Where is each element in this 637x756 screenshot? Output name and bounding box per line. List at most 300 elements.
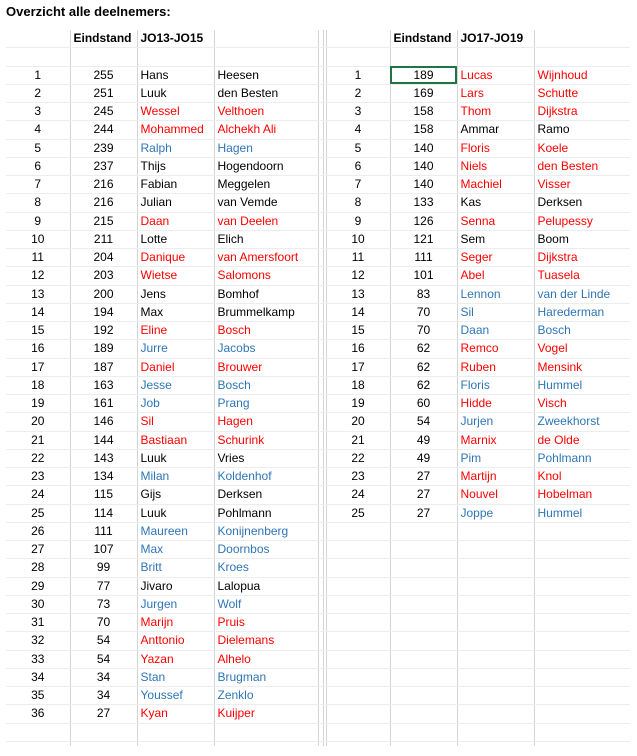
right-last-name-cell[interactable]: Derksen: [534, 194, 630, 212]
cell[interactable]: [326, 741, 390, 746]
left-score-cell[interactable]: 187: [70, 358, 137, 376]
right-score-cell[interactable]: 70: [390, 303, 457, 321]
cell[interactable]: [390, 723, 457, 741]
right-rank-cell[interactable]: 11: [326, 249, 390, 267]
right-last-name-cell[interactable]: Pohlmann: [534, 449, 630, 467]
right-rank-cell[interactable]: 8: [326, 194, 390, 212]
left-last-name-cell[interactable]: Elich: [214, 230, 318, 248]
cell[interactable]: [326, 668, 390, 686]
cell[interactable]: [457, 650, 534, 668]
cell[interactable]: [534, 577, 630, 595]
cell[interactable]: [457, 705, 534, 723]
cell[interactable]: [457, 687, 534, 705]
left-rank-cell[interactable]: 6: [6, 157, 70, 175]
left-first-name-cell[interactable]: Ralph: [137, 139, 214, 157]
left-first-name-cell[interactable]: Eline: [137, 322, 214, 340]
cell[interactable]: [214, 723, 318, 741]
left-score-cell[interactable]: 216: [70, 176, 137, 194]
left-score-cell[interactable]: 251: [70, 84, 137, 102]
left-score-cell[interactable]: 77: [70, 577, 137, 595]
left-last-name-cell[interactable]: Alhelo: [214, 650, 318, 668]
left-last-name-cell[interactable]: Koldenhof: [214, 468, 318, 486]
left-last-name-cell[interactable]: Wolf: [214, 595, 318, 613]
left-rank-cell[interactable]: 35: [6, 687, 70, 705]
right-last-name-cell[interactable]: Bosch: [534, 322, 630, 340]
cell[interactable]: [534, 650, 630, 668]
left-last-name-cell[interactable]: Derksen: [214, 486, 318, 504]
left-score-cell[interactable]: 143: [70, 449, 137, 467]
left-score-cell[interactable]: 73: [70, 595, 137, 613]
left-last-name-cell[interactable]: Brugman: [214, 668, 318, 686]
cell[interactable]: [457, 668, 534, 686]
left-last-name-cell[interactable]: Dielemans: [214, 632, 318, 650]
right-rank-cell[interactable]: 12: [326, 267, 390, 285]
left-rank-cell[interactable]: 34: [6, 668, 70, 686]
left-first-name-cell[interactable]: Yazan: [137, 650, 214, 668]
cell[interactable]: [457, 723, 534, 741]
left-score-cell[interactable]: 99: [70, 559, 137, 577]
right-last-name-cell[interactable]: Mensink: [534, 358, 630, 376]
left-rank-cell[interactable]: 25: [6, 504, 70, 522]
cell[interactable]: [390, 577, 457, 595]
left-rank-cell[interactable]: 20: [6, 413, 70, 431]
right-first-name-cell[interactable]: Machiel: [457, 176, 534, 194]
left-rank-cell[interactable]: 27: [6, 541, 70, 559]
cell[interactable]: [214, 30, 318, 48]
left-rank-cell[interactable]: 33: [6, 650, 70, 668]
right-rank-cell[interactable]: 16: [326, 340, 390, 358]
left-rank-cell[interactable]: 3: [6, 103, 70, 121]
left-last-name-cell[interactable]: van Vemde: [214, 194, 318, 212]
left-first-name-cell[interactable]: Daniel: [137, 358, 214, 376]
right-last-name-cell[interactable]: Pelupessy: [534, 212, 630, 230]
left-rank-cell[interactable]: 28: [6, 559, 70, 577]
cell[interactable]: [6, 48, 70, 66]
spreadsheet-grid[interactable]: [6, 30, 630, 746]
cell[interactable]: [534, 559, 630, 577]
right-last-name-cell[interactable]: Harederman: [534, 303, 630, 321]
right-last-name-cell[interactable]: Ramo: [534, 121, 630, 139]
right-first-name-cell[interactable]: Niels: [457, 157, 534, 175]
left-score-cell[interactable]: 107: [70, 541, 137, 559]
cell[interactable]: [6, 723, 70, 741]
cell[interactable]: [326, 522, 390, 540]
cell[interactable]: [390, 687, 457, 705]
left-last-name-cell[interactable]: Hogendoorn: [214, 157, 318, 175]
left-score-cell[interactable]: 161: [70, 395, 137, 413]
cell[interactable]: [534, 30, 630, 48]
left-rank-cell[interactable]: 15: [6, 322, 70, 340]
cell[interactable]: [214, 741, 318, 746]
right-rank-cell[interactable]: 4: [326, 121, 390, 139]
cell[interactable]: [534, 668, 630, 686]
left-last-name-cell[interactable]: Jacobs: [214, 340, 318, 358]
left-last-name-cell[interactable]: Zenklo: [214, 687, 318, 705]
right-rank-cell[interactable]: 20: [326, 413, 390, 431]
left-first-name-cell[interactable]: Wietse: [137, 267, 214, 285]
cell[interactable]: [457, 614, 534, 632]
right-score-cell[interactable]: 121: [390, 230, 457, 248]
cell[interactable]: [326, 723, 390, 741]
right-last-name-cell[interactable]: Koele: [534, 139, 630, 157]
right-score-cell[interactable]: 158: [390, 121, 457, 139]
left-first-name-cell[interactable]: Luuk: [137, 504, 214, 522]
left-score-cell[interactable]: 54: [70, 650, 137, 668]
cell[interactable]: [390, 650, 457, 668]
left-first-name-cell[interactable]: Jivaro: [137, 577, 214, 595]
left-last-name-cell[interactable]: van Amersfoort: [214, 249, 318, 267]
left-score-cell[interactable]: 245: [70, 103, 137, 121]
left-score-header[interactable]: Eindstand: [70, 30, 137, 48]
left-score-cell[interactable]: 204: [70, 249, 137, 267]
right-first-name-cell[interactable]: Senna: [457, 212, 534, 230]
right-first-name-cell[interactable]: Lars: [457, 84, 534, 102]
right-first-name-cell[interactable]: Lucas: [457, 66, 534, 84]
left-score-cell[interactable]: 215: [70, 212, 137, 230]
left-last-name-cell[interactable]: Bosch: [214, 376, 318, 394]
left-last-name-cell[interactable]: Hagen: [214, 139, 318, 157]
right-score-cell[interactable]: 111: [390, 249, 457, 267]
right-rank-cell[interactable]: 9: [326, 212, 390, 230]
right-last-name-cell[interactable]: Hummel: [534, 376, 630, 394]
cell[interactable]: [457, 559, 534, 577]
left-last-name-cell[interactable]: Pruis: [214, 614, 318, 632]
cell[interactable]: [6, 30, 70, 48]
right-first-name-cell[interactable]: Kas: [457, 194, 534, 212]
cell[interactable]: [390, 595, 457, 613]
left-score-cell[interactable]: 115: [70, 486, 137, 504]
left-last-name-cell[interactable]: Bomhof: [214, 285, 318, 303]
right-score-cell[interactable]: 83: [390, 285, 457, 303]
left-rank-cell[interactable]: 12: [6, 267, 70, 285]
left-first-name-cell[interactable]: Job: [137, 395, 214, 413]
left-rank-cell[interactable]: 21: [6, 431, 70, 449]
right-score-cell[interactable]: 62: [390, 376, 457, 394]
cell[interactable]: [457, 48, 534, 66]
cell[interactable]: [457, 522, 534, 540]
left-first-name-cell[interactable]: Stan: [137, 668, 214, 686]
right-first-name-cell[interactable]: Marnix: [457, 431, 534, 449]
left-first-name-cell[interactable]: Milan: [137, 468, 214, 486]
right-first-name-cell[interactable]: Joppe: [457, 504, 534, 522]
left-rank-cell[interactable]: 7: [6, 176, 70, 194]
left-last-name-cell[interactable]: Lalopua: [214, 577, 318, 595]
left-score-cell[interactable]: 192: [70, 322, 137, 340]
right-rank-cell[interactable]: 21: [326, 431, 390, 449]
left-rank-cell[interactable]: 26: [6, 522, 70, 540]
right-score-cell[interactable]: 62: [390, 340, 457, 358]
left-rank-cell[interactable]: 36: [6, 705, 70, 723]
right-last-name-cell[interactable]: Wijnhoud: [534, 66, 630, 84]
right-score-cell[interactable]: 70: [390, 322, 457, 340]
right-first-name-cell[interactable]: Martijn: [457, 468, 534, 486]
left-rank-cell[interactable]: 22: [6, 449, 70, 467]
right-score-header[interactable]: Eindstand: [390, 30, 457, 48]
cell[interactable]: [326, 687, 390, 705]
left-first-name-cell[interactable]: Gijs: [137, 486, 214, 504]
cell[interactable]: [534, 522, 630, 540]
left-rank-cell[interactable]: 13: [6, 285, 70, 303]
right-first-name-cell[interactable]: Hidde: [457, 395, 534, 413]
right-score-cell[interactable]: 54: [390, 413, 457, 431]
left-rank-cell[interactable]: 11: [6, 249, 70, 267]
selected-cell[interactable]: 189: [390, 66, 457, 84]
left-first-name-cell[interactable]: Britt: [137, 559, 214, 577]
cell[interactable]: [390, 632, 457, 650]
right-rank-cell[interactable]: 6: [326, 157, 390, 175]
cell[interactable]: [326, 705, 390, 723]
right-last-name-cell[interactable]: de Olde: [534, 431, 630, 449]
cell[interactable]: [457, 541, 534, 559]
left-score-cell[interactable]: 114: [70, 504, 137, 522]
left-score-cell[interactable]: 144: [70, 431, 137, 449]
cell[interactable]: [70, 741, 137, 746]
left-rank-cell[interactable]: 32: [6, 632, 70, 650]
right-rank-cell[interactable]: 18: [326, 376, 390, 394]
left-first-name-cell[interactable]: Anttonio: [137, 632, 214, 650]
left-score-cell[interactable]: 134: [70, 468, 137, 486]
left-score-cell[interactable]: 255: [70, 66, 137, 84]
right-last-name-cell[interactable]: Schutte: [534, 84, 630, 102]
cell[interactable]: [534, 632, 630, 650]
right-score-cell[interactable]: 133: [390, 194, 457, 212]
cell[interactable]: [326, 30, 390, 48]
left-rank-cell[interactable]: 18: [6, 376, 70, 394]
left-last-name-cell[interactable]: Prang: [214, 395, 318, 413]
cell[interactable]: [214, 48, 318, 66]
left-last-name-cell[interactable]: Meggelen: [214, 176, 318, 194]
left-last-name-cell[interactable]: van Deelen: [214, 212, 318, 230]
cell[interactable]: [326, 541, 390, 559]
right-last-name-cell[interactable]: Knol: [534, 468, 630, 486]
right-last-name-cell[interactable]: Hobelman: [534, 486, 630, 504]
left-last-name-cell[interactable]: Heesen: [214, 66, 318, 84]
left-last-name-cell[interactable]: Hagen: [214, 413, 318, 431]
right-score-cell[interactable]: 60: [390, 395, 457, 413]
right-first-name-cell[interactable]: Floris: [457, 139, 534, 157]
right-last-name-cell[interactable]: Visser: [534, 176, 630, 194]
right-last-name-cell[interactable]: Dijkstra: [534, 103, 630, 121]
left-last-name-cell[interactable]: Doornbos: [214, 541, 318, 559]
right-score-cell[interactable]: 140: [390, 176, 457, 194]
cell[interactable]: [457, 595, 534, 613]
cell[interactable]: [534, 741, 630, 746]
right-first-name-cell[interactable]: Floris: [457, 376, 534, 394]
right-rank-cell[interactable]: 3: [326, 103, 390, 121]
right-last-name-cell[interactable]: Boom: [534, 230, 630, 248]
left-score-cell[interactable]: 54: [70, 632, 137, 650]
left-last-name-cell[interactable]: Schurink: [214, 431, 318, 449]
cell[interactable]: [137, 741, 214, 746]
right-rank-cell[interactable]: 19: [326, 395, 390, 413]
left-score-cell[interactable]: 163: [70, 376, 137, 394]
right-rank-cell[interactable]: 17: [326, 358, 390, 376]
cell[interactable]: [534, 541, 630, 559]
cell[interactable]: [326, 48, 390, 66]
right-score-cell[interactable]: 158: [390, 103, 457, 121]
cell[interactable]: [326, 595, 390, 613]
cell[interactable]: [70, 723, 137, 741]
left-score-cell[interactable]: 27: [70, 705, 137, 723]
left-first-name-cell[interactable]: Hans: [137, 66, 214, 84]
right-rank-cell[interactable]: 14: [326, 303, 390, 321]
right-rank-cell[interactable]: 5: [326, 139, 390, 157]
right-first-name-cell[interactable]: Ruben: [457, 358, 534, 376]
left-rank-cell[interactable]: 4: [6, 121, 70, 139]
right-rank-cell[interactable]: 10: [326, 230, 390, 248]
right-first-name-cell[interactable]: Sem: [457, 230, 534, 248]
right-last-name-cell[interactable]: Dijkstra: [534, 249, 630, 267]
left-first-name-cell[interactable]: Youssef: [137, 687, 214, 705]
left-last-name-cell[interactable]: Velthoen: [214, 103, 318, 121]
right-score-cell[interactable]: 140: [390, 157, 457, 175]
left-first-name-cell[interactable]: Daan: [137, 212, 214, 230]
right-last-name-cell[interactable]: Zweekhorst: [534, 413, 630, 431]
right-last-name-cell[interactable]: Hummel: [534, 504, 630, 522]
left-first-name-cell[interactable]: Mohammed: [137, 121, 214, 139]
right-score-cell[interactable]: 27: [390, 504, 457, 522]
left-score-cell[interactable]: 189: [70, 340, 137, 358]
left-first-name-cell[interactable]: Jurre: [137, 340, 214, 358]
cell[interactable]: [326, 577, 390, 595]
left-score-cell[interactable]: 111: [70, 522, 137, 540]
right-first-name-cell[interactable]: Thom: [457, 103, 534, 121]
left-rank-cell[interactable]: 30: [6, 595, 70, 613]
right-rank-cell[interactable]: 22: [326, 449, 390, 467]
right-rank-cell[interactable]: 2: [326, 84, 390, 102]
right-first-name-cell[interactable]: Nouvel: [457, 486, 534, 504]
right-first-name-cell[interactable]: Ammar: [457, 121, 534, 139]
right-score-cell[interactable]: 101: [390, 267, 457, 285]
cell[interactable]: [326, 632, 390, 650]
left-score-cell[interactable]: 194: [70, 303, 137, 321]
right-rank-cell[interactable]: 24: [326, 486, 390, 504]
right-last-name-cell[interactable]: Tuasela: [534, 267, 630, 285]
left-score-cell[interactable]: 34: [70, 668, 137, 686]
left-first-name-cell[interactable]: Jesse: [137, 376, 214, 394]
cell[interactable]: [326, 559, 390, 577]
left-rank-cell[interactable]: 16: [6, 340, 70, 358]
right-last-name-cell[interactable]: van der Linde: [534, 285, 630, 303]
cell[interactable]: [137, 48, 214, 66]
right-score-cell[interactable]: 27: [390, 486, 457, 504]
cell[interactable]: [390, 614, 457, 632]
right-rank-cell[interactable]: 7: [326, 176, 390, 194]
cell[interactable]: [534, 595, 630, 613]
left-last-name-cell[interactable]: Brummelkamp: [214, 303, 318, 321]
left-first-name-cell[interactable]: Lotte: [137, 230, 214, 248]
right-first-name-cell[interactable]: Sil: [457, 303, 534, 321]
cell[interactable]: [137, 723, 214, 741]
left-first-name-cell[interactable]: Jurgen: [137, 595, 214, 613]
left-last-name-cell[interactable]: Kroes: [214, 559, 318, 577]
left-first-name-cell[interactable]: Thijs: [137, 157, 214, 175]
left-first-name-cell[interactable]: Bastiaan: [137, 431, 214, 449]
left-last-name-cell[interactable]: Kuijper: [214, 705, 318, 723]
right-last-name-cell[interactable]: Visch: [534, 395, 630, 413]
cell[interactable]: [70, 48, 137, 66]
left-score-cell[interactable]: 244: [70, 121, 137, 139]
cell[interactable]: [390, 741, 457, 746]
right-first-name-cell[interactable]: Seger: [457, 249, 534, 267]
right-first-name-cell[interactable]: Abel: [457, 267, 534, 285]
right-first-name-cell[interactable]: Remco: [457, 340, 534, 358]
left-score-cell[interactable]: 146: [70, 413, 137, 431]
left-score-cell[interactable]: 237: [70, 157, 137, 175]
left-last-name-cell[interactable]: Salomons: [214, 267, 318, 285]
cell[interactable]: [390, 541, 457, 559]
left-first-name-cell[interactable]: Max: [137, 303, 214, 321]
left-first-name-cell[interactable]: Kyan: [137, 705, 214, 723]
cell[interactable]: [390, 48, 457, 66]
right-rank-cell[interactable]: 13: [326, 285, 390, 303]
right-group-header[interactable]: JO17-JO19: [457, 30, 534, 48]
cell[interactable]: [390, 705, 457, 723]
cell[interactable]: [390, 668, 457, 686]
left-first-name-cell[interactable]: Wessel: [137, 103, 214, 121]
left-rank-cell[interactable]: 14: [6, 303, 70, 321]
left-score-cell[interactable]: 211: [70, 230, 137, 248]
cell[interactable]: [326, 650, 390, 668]
left-first-name-cell[interactable]: Marijn: [137, 614, 214, 632]
cell[interactable]: [534, 723, 630, 741]
left-rank-cell[interactable]: 10: [6, 230, 70, 248]
left-rank-cell[interactable]: 9: [6, 212, 70, 230]
left-first-name-cell[interactable]: Luuk: [137, 449, 214, 467]
left-rank-cell[interactable]: 29: [6, 577, 70, 595]
right-score-cell[interactable]: 49: [390, 449, 457, 467]
left-score-cell[interactable]: 216: [70, 194, 137, 212]
right-last-name-cell[interactable]: Vogel: [534, 340, 630, 358]
left-rank-cell[interactable]: 5: [6, 139, 70, 157]
left-rank-cell[interactable]: 2: [6, 84, 70, 102]
cell[interactable]: [390, 559, 457, 577]
left-first-name-cell[interactable]: Max: [137, 541, 214, 559]
left-last-name-cell[interactable]: Alchekh Ali: [214, 121, 318, 139]
right-rank-cell[interactable]: 15: [326, 322, 390, 340]
left-rank-cell[interactable]: 24: [6, 486, 70, 504]
cell[interactable]: [534, 705, 630, 723]
cell[interactable]: [534, 614, 630, 632]
left-score-cell[interactable]: 200: [70, 285, 137, 303]
cell[interactable]: [534, 687, 630, 705]
left-last-name-cell[interactable]: Pohlmann: [214, 504, 318, 522]
right-score-cell[interactable]: 62: [390, 358, 457, 376]
left-score-cell[interactable]: 70: [70, 614, 137, 632]
right-first-name-cell[interactable]: Lennon: [457, 285, 534, 303]
right-rank-cell[interactable]: 25: [326, 504, 390, 522]
left-rank-cell[interactable]: 17: [6, 358, 70, 376]
right-score-cell[interactable]: 27: [390, 468, 457, 486]
right-score-cell[interactable]: 126: [390, 212, 457, 230]
left-rank-cell[interactable]: 8: [6, 194, 70, 212]
left-first-name-cell[interactable]: Julian: [137, 194, 214, 212]
left-last-name-cell[interactable]: Bosch: [214, 322, 318, 340]
right-first-name-cell[interactable]: Jurjen: [457, 413, 534, 431]
left-last-name-cell[interactable]: den Besten: [214, 84, 318, 102]
right-rank-cell[interactable]: 23: [326, 468, 390, 486]
cell[interactable]: [6, 741, 70, 746]
cell[interactable]: [534, 48, 630, 66]
left-score-cell[interactable]: 239: [70, 139, 137, 157]
left-first-name-cell[interactable]: Fabian: [137, 176, 214, 194]
left-score-cell[interactable]: 34: [70, 687, 137, 705]
cell[interactable]: [457, 632, 534, 650]
left-last-name-cell[interactable]: Konijnenberg: [214, 522, 318, 540]
cell[interactable]: [326, 614, 390, 632]
right-first-name-cell[interactable]: Daan: [457, 322, 534, 340]
right-rank-cell[interactable]: 1: [326, 66, 390, 84]
